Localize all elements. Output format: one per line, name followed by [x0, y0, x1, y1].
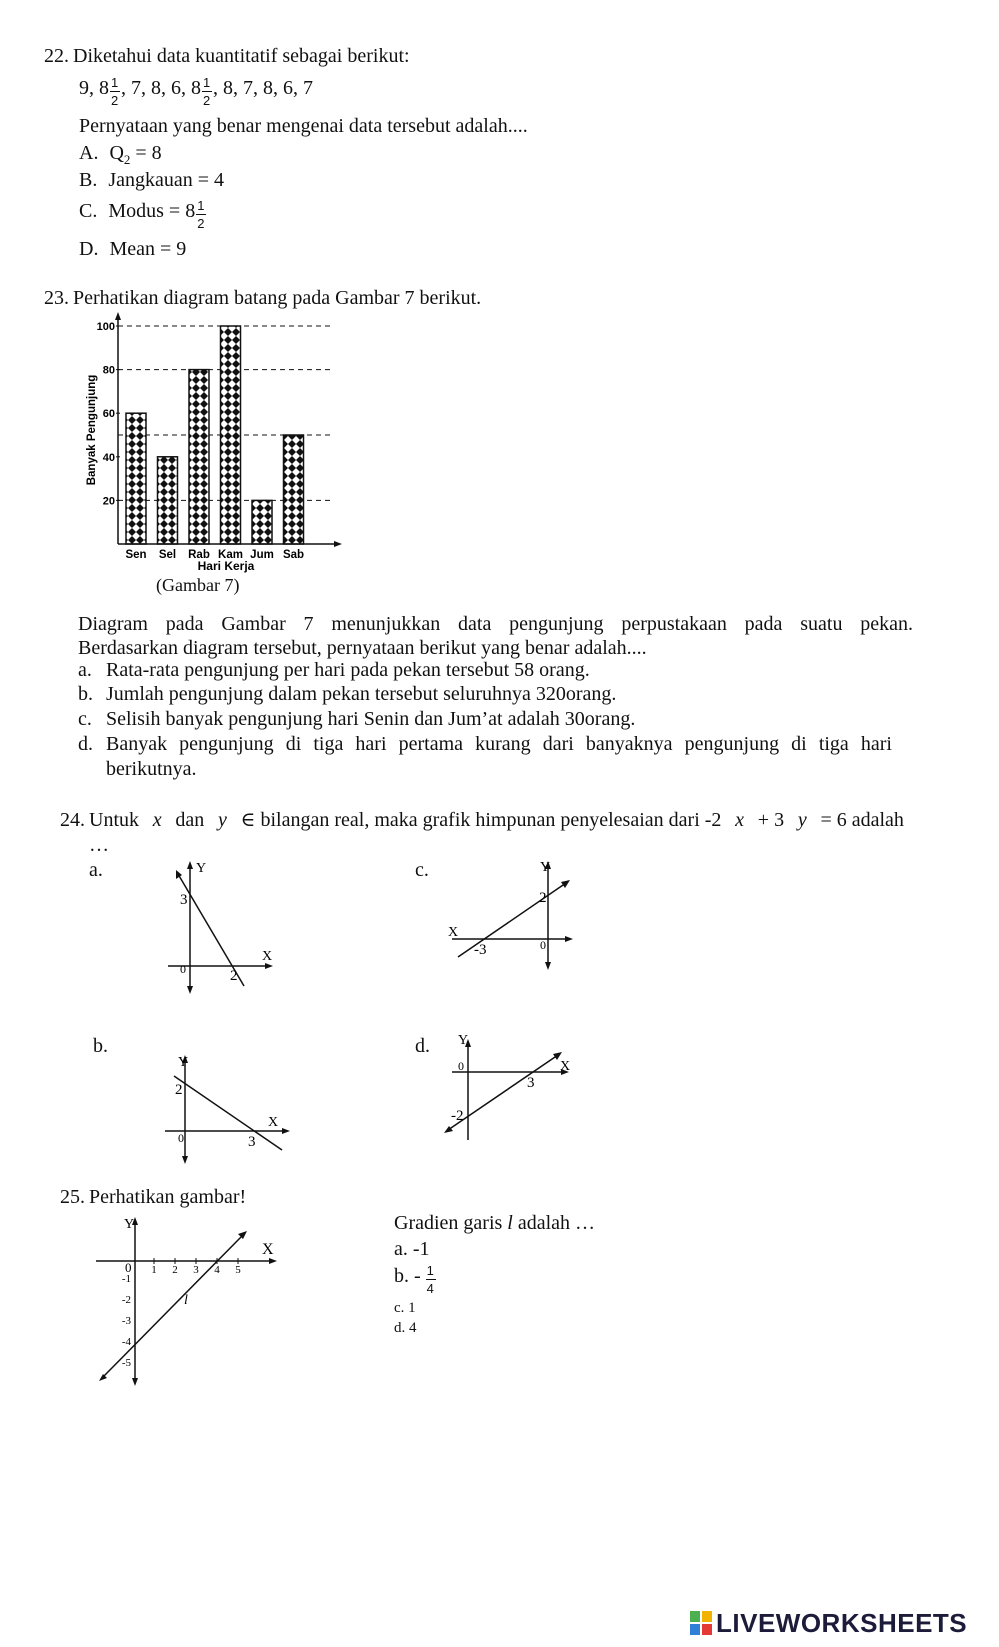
svg-text:l: l [184, 1293, 188, 1308]
svg-text:3: 3 [248, 1134, 256, 1150]
q25-option-a[interactable]: a. -1 [394, 1238, 430, 1260]
svg-text:X: X [448, 925, 459, 940]
y-tick-60: 60 [102, 408, 115, 421]
q23-option-d[interactable]: d. [78, 733, 93, 755]
q23-option-c[interactable]: c. Selisih banyak pengunjung hari Senin dan Jum’at adalah 30orang. [78, 708, 636, 730]
q22-option-d[interactable]: D. Mean = 9 [79, 238, 187, 260]
svg-text:X: X [262, 949, 273, 964]
bar-sen [126, 413, 146, 544]
q24-number: 24. [60, 809, 85, 831]
q23-paragraph-line2: Berdasarkan diagram tersebut, pernyataan berikut yang benar adalah.... [78, 637, 647, 659]
y-tick-80: 80 [102, 364, 115, 377]
q25-x-tick-3: 3 [193, 1264, 199, 1276]
q23-option-d-line1: Banyak pengunjung di tiga hari pertama kurang dari banyaknya pengunjung di tiga hari [106, 733, 892, 755]
svg-text:X: X [268, 1115, 279, 1130]
graph-option-a[interactable] [160, 856, 285, 996]
x-tick-rab: Rab [188, 549, 210, 561]
figure-caption: (Gambar 7) [156, 575, 240, 595]
q25-x-tick-5: 5 [235, 1264, 241, 1276]
svg-text:Y: Y [196, 861, 207, 876]
quarter-fraction: $\frac{1}{4}$ [426, 1263, 434, 1296]
q25-y-tick-5: -5 [121, 1357, 131, 1369]
q23-option-b[interactable]: b. Jumlah pengunjung dalam pekan tersebut seluruhnya 320orang. [78, 683, 617, 705]
bar-kam [221, 326, 241, 544]
svg-text:Y: Y [540, 860, 551, 875]
q25-stem: Perhatikan gambar! [89, 1186, 247, 1208]
q24-stem: Untuk x dan y ∈ bilangan real, maka grafik himpunan penyelesaian dari -2 x + 3 y = 6 adalah [89, 809, 904, 831]
x-tick-jum: Jum [250, 549, 274, 561]
q25-option-d[interactable]: d. 4 [394, 1320, 417, 1336]
bar-rab [189, 370, 209, 544]
logo-text: LIVEWORKSHEETS [716, 1607, 968, 1638]
q25-y-tick-1: -1 [121, 1273, 131, 1285]
y-tick-20: 20 [102, 495, 115, 508]
svg-text:X: X [560, 1059, 571, 1074]
q25-question: Gradien garis l adalah … [394, 1212, 596, 1234]
q23-option-a[interactable]: a. Rata-rata pengunjung per hari pada pekan tersebut 58 orang. [78, 659, 590, 681]
half-fraction: $\frac{1}{2}$ [111, 75, 119, 108]
svg-text:2: 2 [539, 890, 547, 906]
x-axis-label: Hari Kerja [197, 559, 255, 573]
q25-number: 25. [60, 1186, 85, 1208]
bar-sel [158, 457, 178, 544]
svg-text:Y: Y [458, 1033, 469, 1048]
q23-option-d-line2: berikutnya. [106, 758, 197, 780]
svg-text:2: 2 [175, 1082, 183, 1098]
svg-text:-2: -2 [451, 1108, 464, 1124]
graph-option-c[interactable] [442, 856, 577, 976]
q24-option-b-label[interactable]: b. [93, 1035, 108, 1057]
svg-text:0: 0 [540, 938, 546, 952]
q24-option-a-label[interactable]: a. [89, 859, 103, 881]
q25-x-tick-4: 4 [214, 1264, 220, 1276]
svg-text:0: 0 [125, 1260, 132, 1275]
x-tick-sel: Sel [158, 549, 177, 561]
logo-grid-icon [690, 1611, 712, 1635]
half-fraction: $\frac{1}{2}$ [197, 198, 205, 231]
bar-sab [284, 435, 304, 544]
x-tick-kam: Kam [218, 549, 243, 561]
y-tick-100: 100 [96, 321, 115, 333]
q24-option-c-label[interactable]: c. [415, 859, 429, 881]
svg-text:X: X [262, 1241, 274, 1258]
q22-number: 22. [44, 45, 69, 67]
q25-y-tick-4: -4 [121, 1336, 131, 1348]
q25-option-c[interactable]: c. 1 [394, 1300, 416, 1316]
x-axis-arrow [334, 541, 342, 547]
bar-jum [252, 500, 272, 544]
svg-text:Y: Y [178, 1055, 189, 1070]
y-axis-arrow [115, 312, 121, 320]
y-axis-label: Banyak Pengunjung [86, 374, 98, 486]
q25-option-b[interactable]: b. - $\frac{1}{4}$ [394, 1264, 437, 1288]
y-tick-40: 40 [102, 451, 115, 464]
q24-ellipsis: … [89, 834, 109, 856]
q22-option-a[interactable]: A. $Q_2 = 8$ [79, 142, 162, 167]
q25-y-tick-2: -2 [121, 1294, 131, 1306]
svg-text:Y: Y [124, 1217, 135, 1232]
q25-x-tick-1: 1 [151, 1264, 157, 1276]
svg-text:-3: -3 [474, 942, 487, 958]
q25-x-tick-2: 2 [172, 1264, 178, 1276]
q23-number: 23. [44, 287, 69, 309]
x-tick-sen: Sen [125, 549, 147, 561]
half-fraction: $\frac{1}{2}$ [203, 75, 211, 108]
graph-option-b[interactable] [160, 1050, 295, 1165]
q23-paragraph-line1: Diagram pada Gambar 7 menunjukkan data pengunjung perpustakaan pada suatu pekan. [78, 613, 913, 635]
q24-option-d-label[interactable]: d. [415, 1035, 430, 1057]
q22-question: Pernyataan yang benar mengenai data tersebut adalah.... [79, 115, 528, 137]
svg-text:2: 2 [230, 968, 238, 984]
q23-stem: Perhatikan diagram batang pada Gambar 7 berikut. [73, 287, 482, 309]
svg-text:3: 3 [180, 892, 188, 908]
svg-text:3: 3 [527, 1075, 535, 1091]
q25-y-tick-3: -3 [121, 1315, 131, 1327]
q22-data-line: 9, 8 $\frac{1}{2}$ , 7, 8, 6, 8 $\frac{1}{2}$ , 8, 7, 8, 6, 7 [79, 75, 313, 108]
x-tick-sab: Sab [282, 549, 305, 561]
graph-option-d[interactable] [440, 1030, 575, 1145]
svg-text:0: 0 [180, 962, 186, 976]
q22-option-c[interactable]: C. Modus = 8 $\frac{1}{2}$ [79, 199, 207, 223]
q22-stem: Diketahui data kuantitatif sebagai berikut: [73, 45, 410, 67]
svg-text:0: 0 [458, 1059, 464, 1073]
q25-line-graph [90, 1210, 290, 1390]
q22-option-b[interactable]: B. Jangkauan = 4 [79, 169, 225, 191]
svg-text:0: 0 [178, 1131, 184, 1145]
bar-chart [80, 312, 350, 577]
liveworksheets-logo [690, 1606, 967, 1640]
